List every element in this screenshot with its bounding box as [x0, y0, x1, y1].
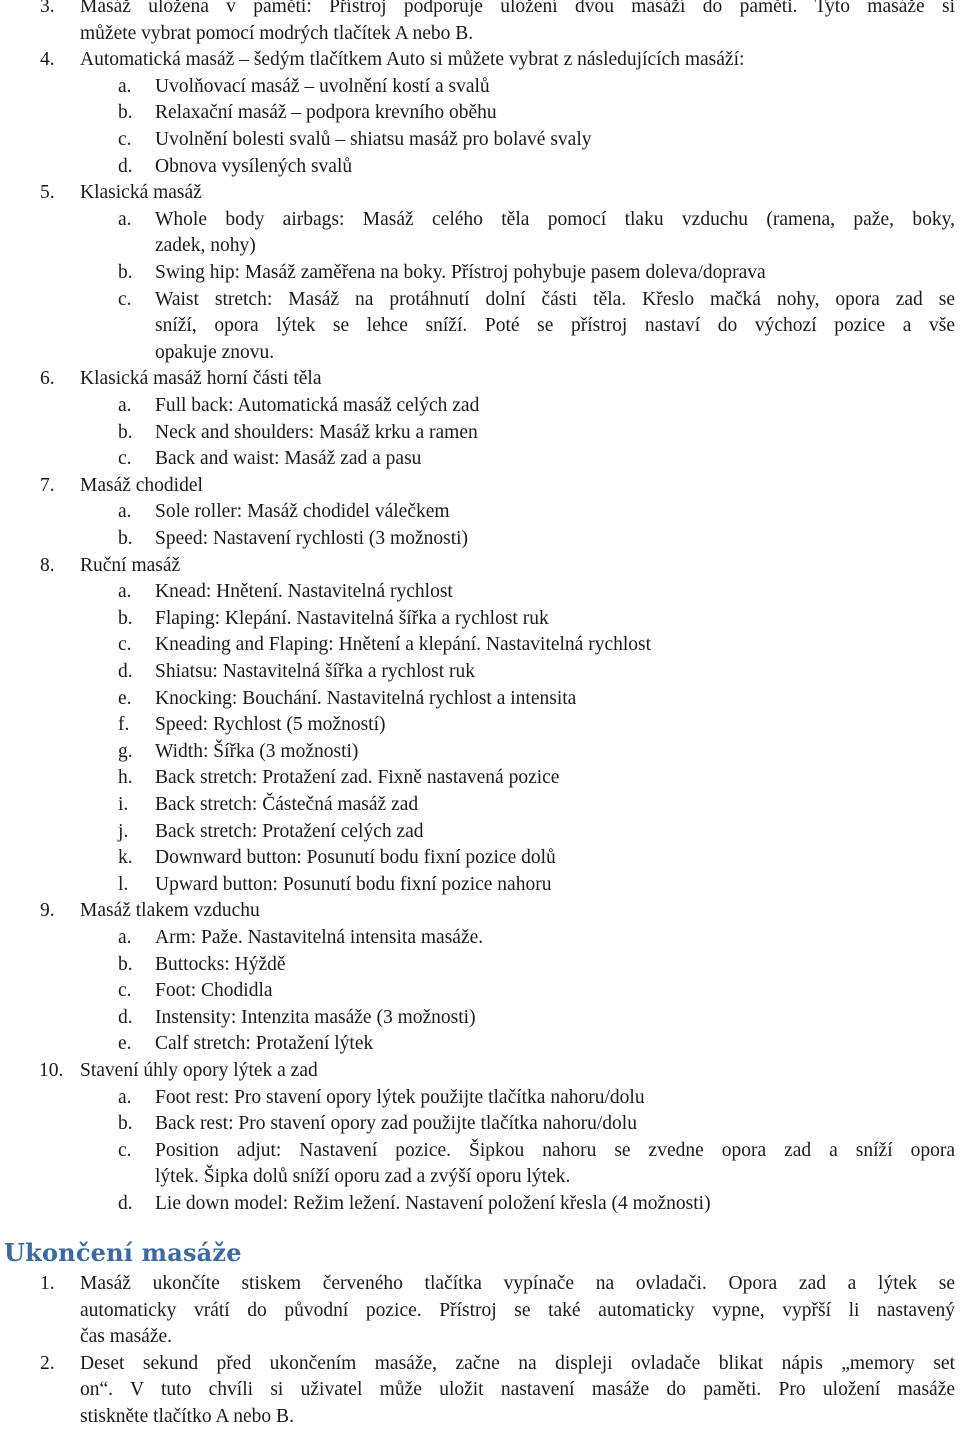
list-number: d. [118, 155, 133, 177]
sub-list-item-text: Waist stretch: Masáž na protáhnutí dolní části těla. Křeslo mačká nohy, opora zad se [155, 288, 955, 310]
list-number: 5. [40, 182, 55, 204]
sub-list-item-text: Arm: Paže. Nastavitelná intensita masáže. [155, 927, 484, 948]
list-number: c. [118, 980, 132, 1002]
list-number: b. [118, 102, 133, 124]
list-number: j. [118, 820, 129, 842]
list-item-text: Masáž ukončíte stiskem červeného tlačítka vypínače na ovladači. Opora zad a lýtek se [80, 1273, 955, 1294]
sub-list-item-text: Back stretch: Protažení zad. Fixně nastavená pozice [155, 767, 560, 789]
section-heading: Ukončení masáže [4, 1238, 242, 1267]
list-number: a. [118, 208, 132, 230]
sub-list-item-text: lýtek. Šipka dolů sníží oporu zad a zvýší oporu lýtek. [155, 1166, 571, 1188]
list-number: 3. [40, 0, 55, 17]
list-item-text: Masáž chodidel [80, 474, 203, 496]
list-number: l. [118, 873, 129, 895]
list-number: 1. [40, 1273, 55, 1294]
sub-list-item-text: Position adjut: Nastavení pozice. Šipkou nahoru se zvedne opora zad a sníží opora [155, 1139, 955, 1161]
sub-list-item-text: Uvolnění bolesti svalů – shiatsu masáž pro bolavé svaly [155, 129, 592, 150]
sub-list-item-text: Buttocks: Hýždě [155, 953, 286, 975]
sub-list-item-text: Flaping: Klepání. Nastavitelná šířka a rychlost ruk [155, 607, 549, 629]
sub-list-item-text: sníží, opora lýtek se lehce sníží. Poté se přístroj nastaví do výchozí pozice a vše [155, 315, 955, 337]
list-number: 2. [40, 1352, 55, 1374]
list-number: a. [118, 927, 132, 948]
list-item-text: Stavení úhly opory lýtek a zad [80, 1060, 318, 1081]
list-number: a. [118, 1086, 132, 1108]
list-item-text: Klasická masáž [80, 182, 202, 204]
list-item-text: Deset sekund před ukončením masáže, začne na displeji ovladače blikat nápis „memory set [80, 1352, 955, 1374]
sub-list-item-text: Back stretch: Protažení celých zad [155, 820, 424, 842]
list-item-text: Ruční masáž [80, 554, 181, 576]
list-number: b. [118, 953, 133, 975]
list-number: f. [118, 714, 130, 736]
list-item-text: Automatická masáž – šedým tlačítkem Auto si můžete vybrat z následujících masáží: [80, 49, 745, 71]
list-number: d. [118, 1193, 133, 1214]
list-item-text: Masáž uložena v paměti: Přístroj podporuje uložení dvou masáží do paměti. Tyto masáže si [80, 0, 955, 17]
sub-list-item-text: Relaxační masáž – podpora krevního oběhu [155, 102, 497, 124]
sub-list-item-text: Whole body airbags: Masáž celého těla pomocí tlaku vzduchu (ramena, paže, boky, [155, 208, 955, 230]
sub-list-item-text: Foot: Chodidla [155, 980, 273, 1002]
list-number: b. [118, 421, 133, 443]
list-number: c. [118, 1139, 132, 1161]
sub-list-item-text: Back rest: Pro stavení opory zad použijte tlačítka nahoru/dolu [155, 1113, 637, 1135]
list-number: a. [118, 501, 132, 523]
sub-list-item-text: Shiatsu: Nastavitelná šířka a rychlost ruk [155, 661, 476, 682]
list-item-text: automaticky vrátí do původní pozice. Přístroj se také automaticky vypne, vypřší li nastavený [80, 1299, 955, 1321]
sub-list-item-text: Foot rest: Pro stavení opory lýtek použijte tlačítka nahoru/dolu [155, 1086, 645, 1108]
list-item-text: čas masáže. [80, 1326, 173, 1348]
list-number: c. [118, 288, 132, 310]
sub-list-item-text: zadek, nohy) [155, 235, 256, 257]
list-number: a. [118, 395, 132, 416]
list-number: b. [118, 1113, 133, 1135]
sub-list-item-text: Swing hip: Masáž zaměřena na boky. Přístroj pohybuje pasem doleva/doprava [155, 262, 766, 283]
list-number: 6. [40, 368, 55, 390]
sub-list-item-text: Knocking: Bouchání. Nastavitelná rychlost a intensita [155, 687, 577, 709]
list-number: g. [118, 740, 133, 762]
sub-list-item-text: Full back: Automatická masáž celých zad [155, 395, 480, 416]
list-number: e. [118, 1033, 132, 1055]
sub-list-item-text: Upward button: Posunutí bodu fixní pozice nahoru [155, 873, 552, 895]
list-number: d. [118, 1006, 133, 1028]
list-item-text: Klasická masáž horní části těla [80, 368, 322, 390]
list-number: a. [118, 581, 132, 603]
sub-list-item-text: Width: Šířka (3 možnosti) [155, 740, 359, 762]
sub-list-item-text: Knead: Hnětení. Nastavitelná rychlost [155, 581, 453, 603]
list-number: b. [118, 528, 133, 549]
list-number: d. [118, 661, 133, 682]
list-number: 4. [40, 49, 55, 71]
list-number: 8. [40, 554, 55, 576]
sub-list-item-text: Uvolňovací masáž – uvolnění kostí a svalů [155, 75, 490, 97]
list-number: 10. [39, 1060, 64, 1081]
list-number: e. [118, 687, 132, 709]
sub-list-item-text: Instensity: Intenzita masáže (3 možnosti) [155, 1006, 476, 1028]
list-item-text: Masáž tlakem vzduchu [80, 900, 260, 922]
list-number: c. [118, 634, 132, 656]
list-number: 7. [40, 474, 55, 496]
list-number: 9. [40, 900, 55, 922]
list-number: c. [118, 129, 132, 150]
sub-list-item-text: Back and waist: Masáž zad a pasu [155, 448, 422, 470]
sub-list-item-text: Downward button: Posunutí bodu fixní pozice dolů [155, 847, 556, 869]
sub-list-item-text: Neck and shoulders: Masáž krku a ramen [155, 421, 478, 443]
list-number: c. [118, 448, 132, 470]
sub-list-item-text: Calf stretch: Protažení lýtek [155, 1033, 374, 1055]
list-item-text: stiskněte tlačítko A nebo B. [80, 1406, 294, 1427]
list-number: a. [118, 75, 132, 97]
list-number: h. [118, 767, 133, 789]
sub-list-item-text: Speed: Nastavení rychlosti (3 možnosti) [155, 528, 469, 549]
list-item-text: můžete vybrat pomocí modrých tlačítek A nebo B. [80, 22, 474, 44]
sub-list-item-text: Speed: Rychlost (5 možností) [155, 714, 386, 736]
sub-list-item-text: Lie down model: Režim ležení. Nastavení položení křesla (4 možnosti) [155, 1193, 711, 1214]
list-number: k. [118, 847, 133, 869]
sub-list-item-text: opakuje znovu. [155, 341, 275, 363]
list-item-text: on“. V tuto chvíli si uživatel může uložit nastavení masáže do paměti. Pro uložení masáže [80, 1379, 955, 1401]
sub-list-item-text: Kneading and Flaping: Hnětení a klepání. Nastavitelná rychlost [155, 634, 652, 656]
sub-list-item-text: Obnova vysílených svalů [155, 155, 353, 177]
sub-list-item-text: Back stretch: Částečná masáž zad [155, 794, 419, 815]
list-number: i. [118, 794, 129, 815]
list-number: b. [118, 262, 133, 283]
list-number: b. [118, 607, 133, 629]
sub-list-item-text: Sole roller: Masáž chodidel válečkem [155, 501, 450, 523]
